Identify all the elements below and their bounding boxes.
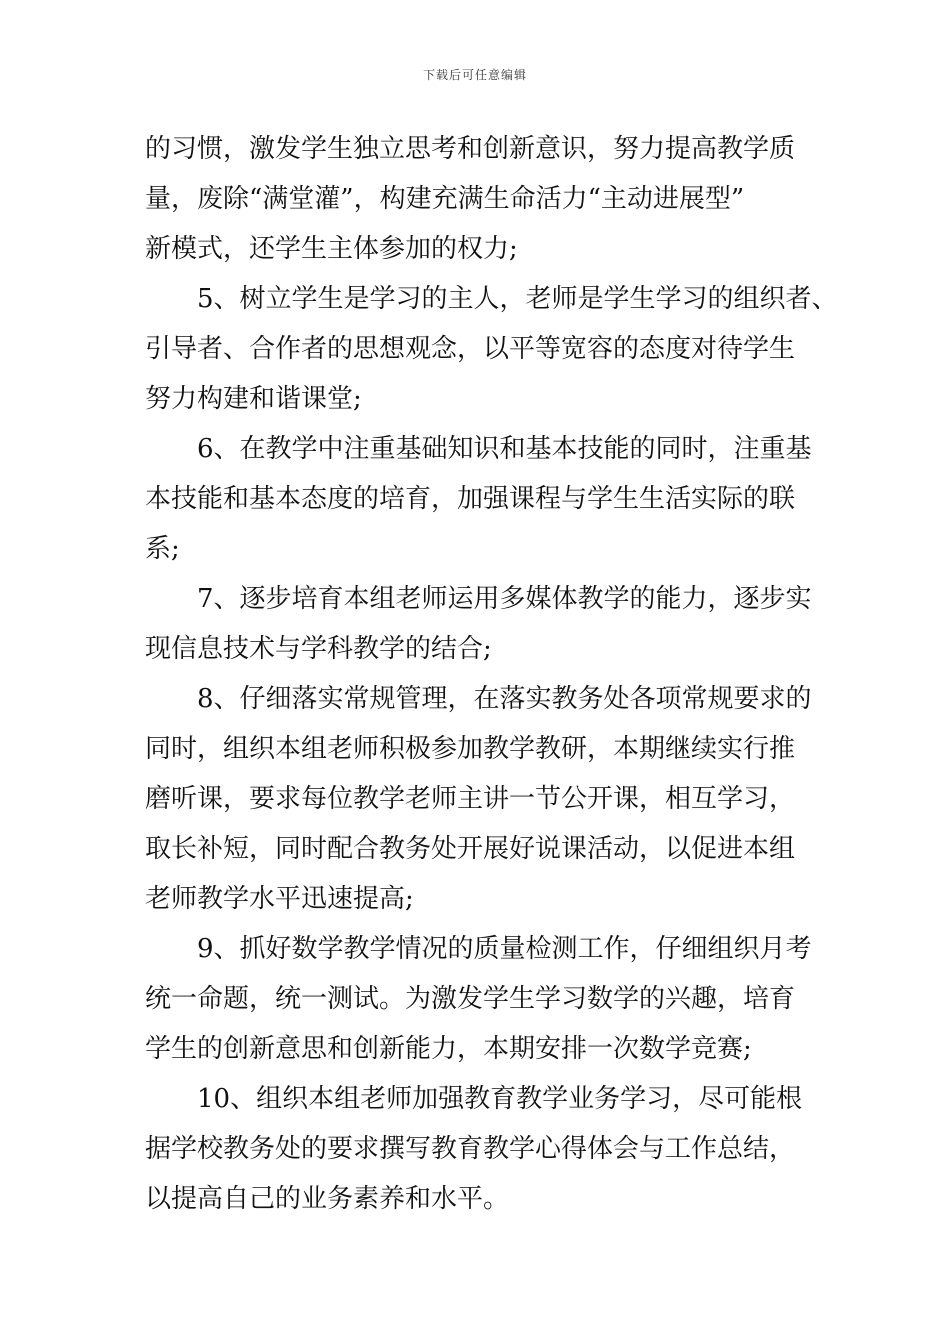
document-body <box>145 124 845 1224</box>
body-line-item-8: 8、仔细落实常规管理，在落实教务处各项常规要求的 <box>197 684 812 714</box>
body-line-item-5: 5、树立学生是学习的主人，老师是学生学习的组织者、 <box>197 284 838 314</box>
body-line: 以提高自己的业务素养和水平。 <box>145 1184 510 1214</box>
body-line-item-9: 9、抓好数学教学情况的质量检测工作，仔细组织月考 <box>197 934 812 964</box>
body-line: 同时，组织本组老师积极参加教学教研，本期继续实行推 <box>145 734 796 764</box>
body-line: 据学校教务处的要求撰写教育教学心得体会与工作总结， <box>145 1134 796 1164</box>
body-line: 系; <box>145 534 180 564</box>
body-line: 统一命题，统一测试。为激发学生学习数学的兴趣，培育 <box>145 984 796 1014</box>
header-note: 下载后可任意编辑 <box>422 68 527 82</box>
body-line: 本技能和基本态度的培育，加强课程与学生生活实际的联 <box>145 484 796 514</box>
body-line-item-6: 6、在教学中注重基础知识和基本技能的同时，注重基 <box>197 434 812 464</box>
body-line: 磨听课，要求每位教学老师主讲一节公开课，相互学习， <box>145 784 796 814</box>
body-line: 现信息技术与学科教学的结合; <box>145 634 492 664</box>
body-line: 取长补短，同时配合教务处开展好说课活动，以促进本组 <box>145 834 796 864</box>
body-line: 新模式，还学生主体参加的权力; <box>145 234 518 264</box>
body-line: 老师教学水平迅速提高; <box>145 884 414 914</box>
body-line: 引导者、合作者的思想观念，以平等宽容的态度对待学生 <box>145 334 796 364</box>
body-line: 量，废除“满堂灌”，构建充满生命活力“主动进展型” <box>145 184 745 214</box>
body-line: 学生的创新意思和创新能力，本期安排一次数学竞赛; <box>145 1034 752 1064</box>
body-line-item-7: 7、逐步培育本组老师运用多媒体教学的能力，逐步实 <box>197 584 812 614</box>
body-line-item-10: 10、组织本组老师加强教育教学业务学习，尽可能根 <box>197 1084 803 1114</box>
body-line: 的习惯，激发学生独立思考和创新意识，努力提高教学质 <box>145 134 796 164</box>
body-line: 努力构建和谐课堂; <box>145 384 362 414</box>
